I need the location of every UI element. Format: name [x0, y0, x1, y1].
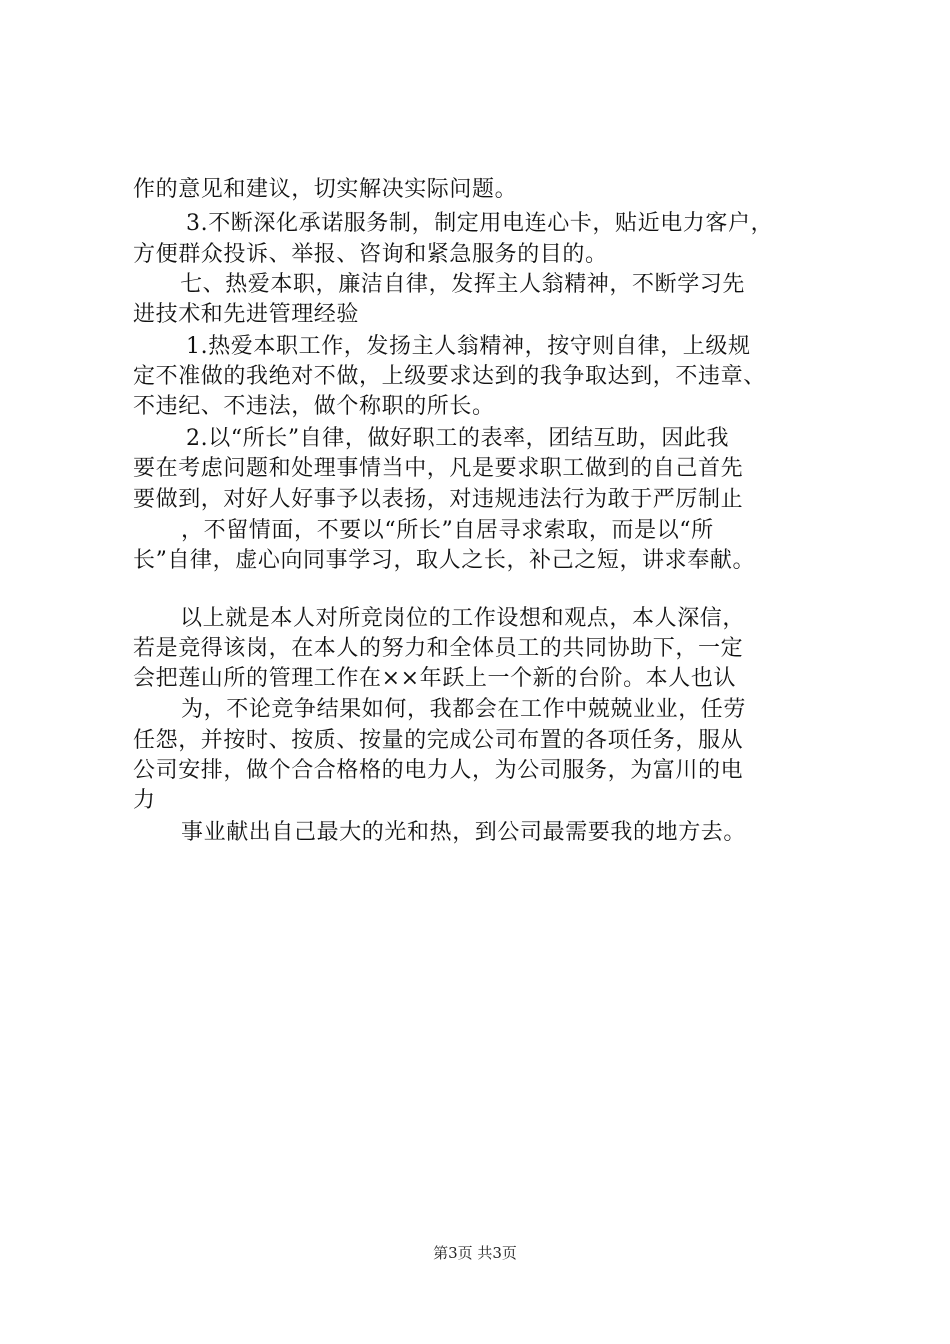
text-line: 3.不断深化承诺服务制，制定用电连心卡，贴近电力客户，: [186, 211, 774, 236]
text-line: 力: [133, 788, 156, 813]
text-line: 不违纪、不违法，做个称职的所长。: [133, 394, 495, 419]
text-line: 要做到，对好人好事予以表扬，对违规违法行为敢于严厉制止: [133, 487, 744, 512]
text-line: 进技术和先进管理经验: [133, 302, 360, 327]
text-line: 方便群众投诉、举报、咨询和紧急服务的目的。: [133, 242, 608, 267]
page-footer: 第3页 共3页: [433, 1244, 517, 1262]
text-line: 为，不论竞争结果如何，我都会在工作中兢兢业业，任劳: [181, 697, 747, 722]
text-line: 公司安排，做个合合格格的电力人，为公司服务，为富川的电: [133, 758, 744, 783]
text-line: 事业献出自己最大的光和热，到公司最需要我的地方去。: [181, 820, 747, 845]
text-line: 会把莲山所的管理工作在××年跃上一个新的台阶。本人也认: [133, 666, 737, 691]
text-line: 长”自律，虚心向同事学习，取人之长，补己之短，讲求奉献。: [133, 548, 756, 573]
text-line: 以上就是本人对所竞岗位的工作设想和观点，本人深信，: [180, 606, 746, 631]
text-line: 定不准做的我绝对不做，上级要求达到的我争取达到，不违章、: [133, 364, 766, 389]
text-line: 2.以“所长”自律，做好职工的表率，团结互助，因此我: [186, 426, 730, 451]
text-line: 要在考虑问题和处理事情当中，凡是要求职工做到的自己首先: [133, 456, 744, 481]
text-line: 作的意见和建议，切实解决实际问题。: [133, 177, 518, 202]
text-line: 七、热爱本职，廉洁自律，发挥主人翁精神，不断学习先: [180, 272, 746, 297]
text-line: ，不留情面，不要以“所长”自居寻求索取，而是以“所: [181, 518, 714, 543]
text-line: 若是竞得该岗，在本人的努力和全体员工的共同协助下，一定: [133, 636, 744, 661]
text-line: 任怨，并按时、按质、按量的完成公司布置的各项任务，服从: [133, 728, 744, 753]
text-line: 1.热爱本职工作，发扬主人翁精神，按守则自律，上级规: [186, 334, 751, 359]
